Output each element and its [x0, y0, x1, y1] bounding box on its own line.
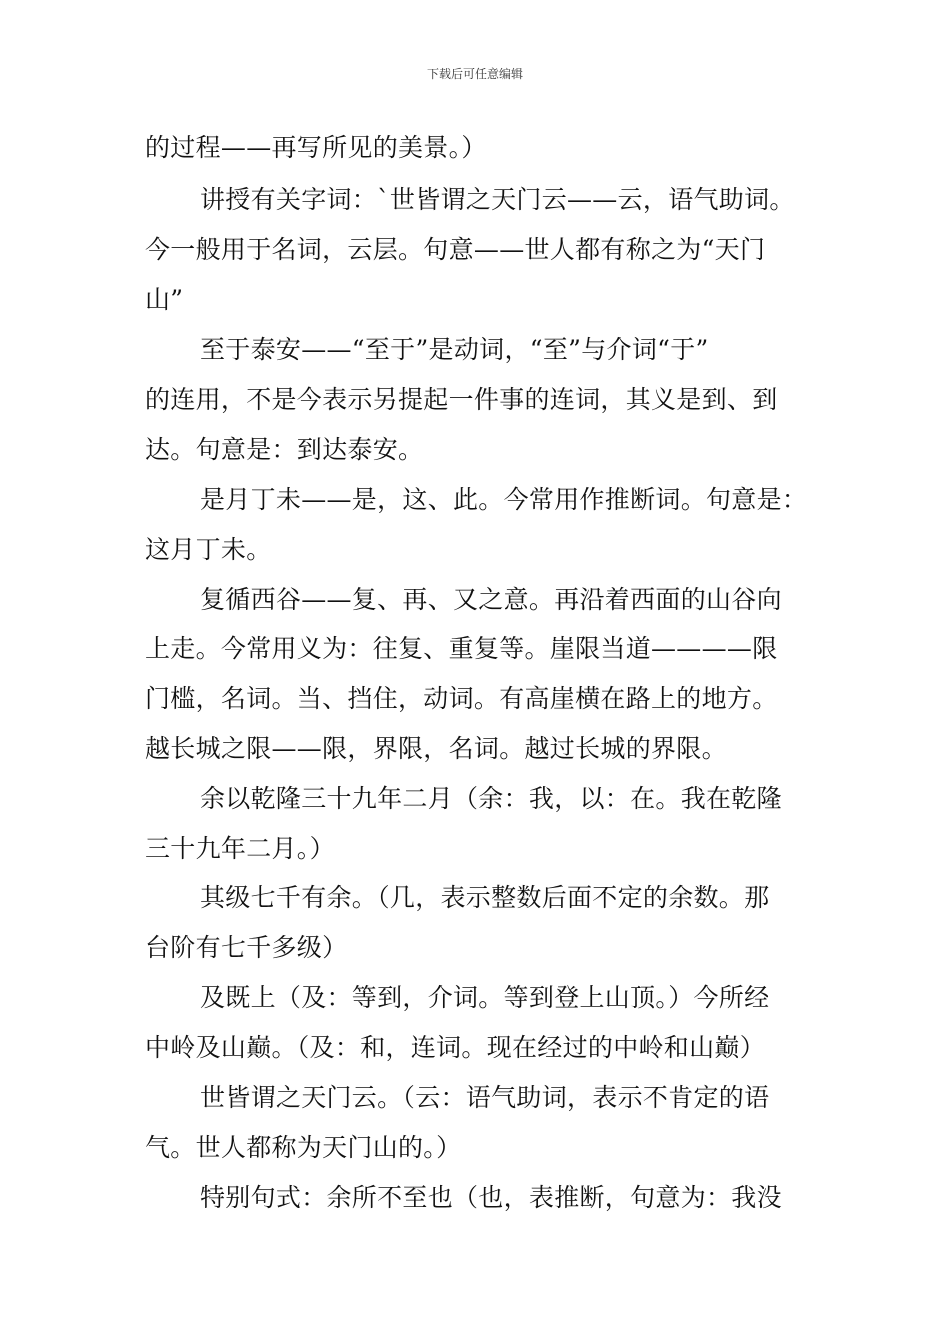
paragraph-start: 复循西谷——复、再、又之意。再沿着西面的山谷向 — [200, 585, 782, 614]
text-line: 今一般用于名词，云层。句意——世人都有称之为“天门 — [145, 235, 766, 264]
paragraph-start: 世皆谓之天门云。（云：语气助词，表示不肯定的语 — [200, 1083, 770, 1112]
text-line: 越长城之限——限，界限，名词。越过长城的界限。 — [145, 734, 727, 763]
page-header-note: 下载后可任意编辑 — [426, 67, 523, 81]
paragraph-start: 及既上（及：等到，介词。等到登上山顶。）今所经 — [200, 983, 770, 1012]
text-line: 台阶有七千多级） — [145, 933, 348, 962]
text-line: 的过程——再写所见的美景。） — [145, 133, 487, 162]
text-line: 气。世人都称为天门山的。） — [145, 1133, 462, 1162]
text-line: 门槛，名词。当、挡住，动词。有高崖横在路上的地方。 — [145, 684, 778, 713]
paragraph-start: 余以乾隆三十九年二月（余：我，以：在。我在乾隆 — [200, 784, 782, 813]
text-line: 的连用，不是今表示另提起一件事的连词，其义是到、到 — [145, 385, 778, 414]
text-line: 上走。今常用义为：往复、重复等。崖限当道————限 — [145, 634, 778, 663]
paragraph-start: 特别句式：余所不至也（也，表推断，句意为：我没 — [200, 1183, 782, 1212]
text-line: 达。句意是：到达泰安。 — [145, 435, 424, 464]
paragraph-start: 至于泰安——“至于”是动词，“至”与介词“于” — [200, 335, 709, 364]
text-line: 这月丁未。 — [145, 535, 272, 564]
text-line: 三十九年二月。） — [145, 834, 335, 863]
paragraph-start: 讲授有关字词：`世皆谓之天门云——云，语气助词。 — [200, 185, 795, 214]
text-line: 中岭及山巅。（及：和，连词。现在经过的中岭和山巅） — [145, 1033, 766, 1062]
paragraph-start: 是月丁未——是，这、此。今常用作推断词。句意是： — [200, 485, 808, 514]
text-line: 山” — [145, 285, 184, 314]
paragraph-start: 其级七千有余。（几，表示整数后面不定的余数。那 — [200, 883, 770, 912]
